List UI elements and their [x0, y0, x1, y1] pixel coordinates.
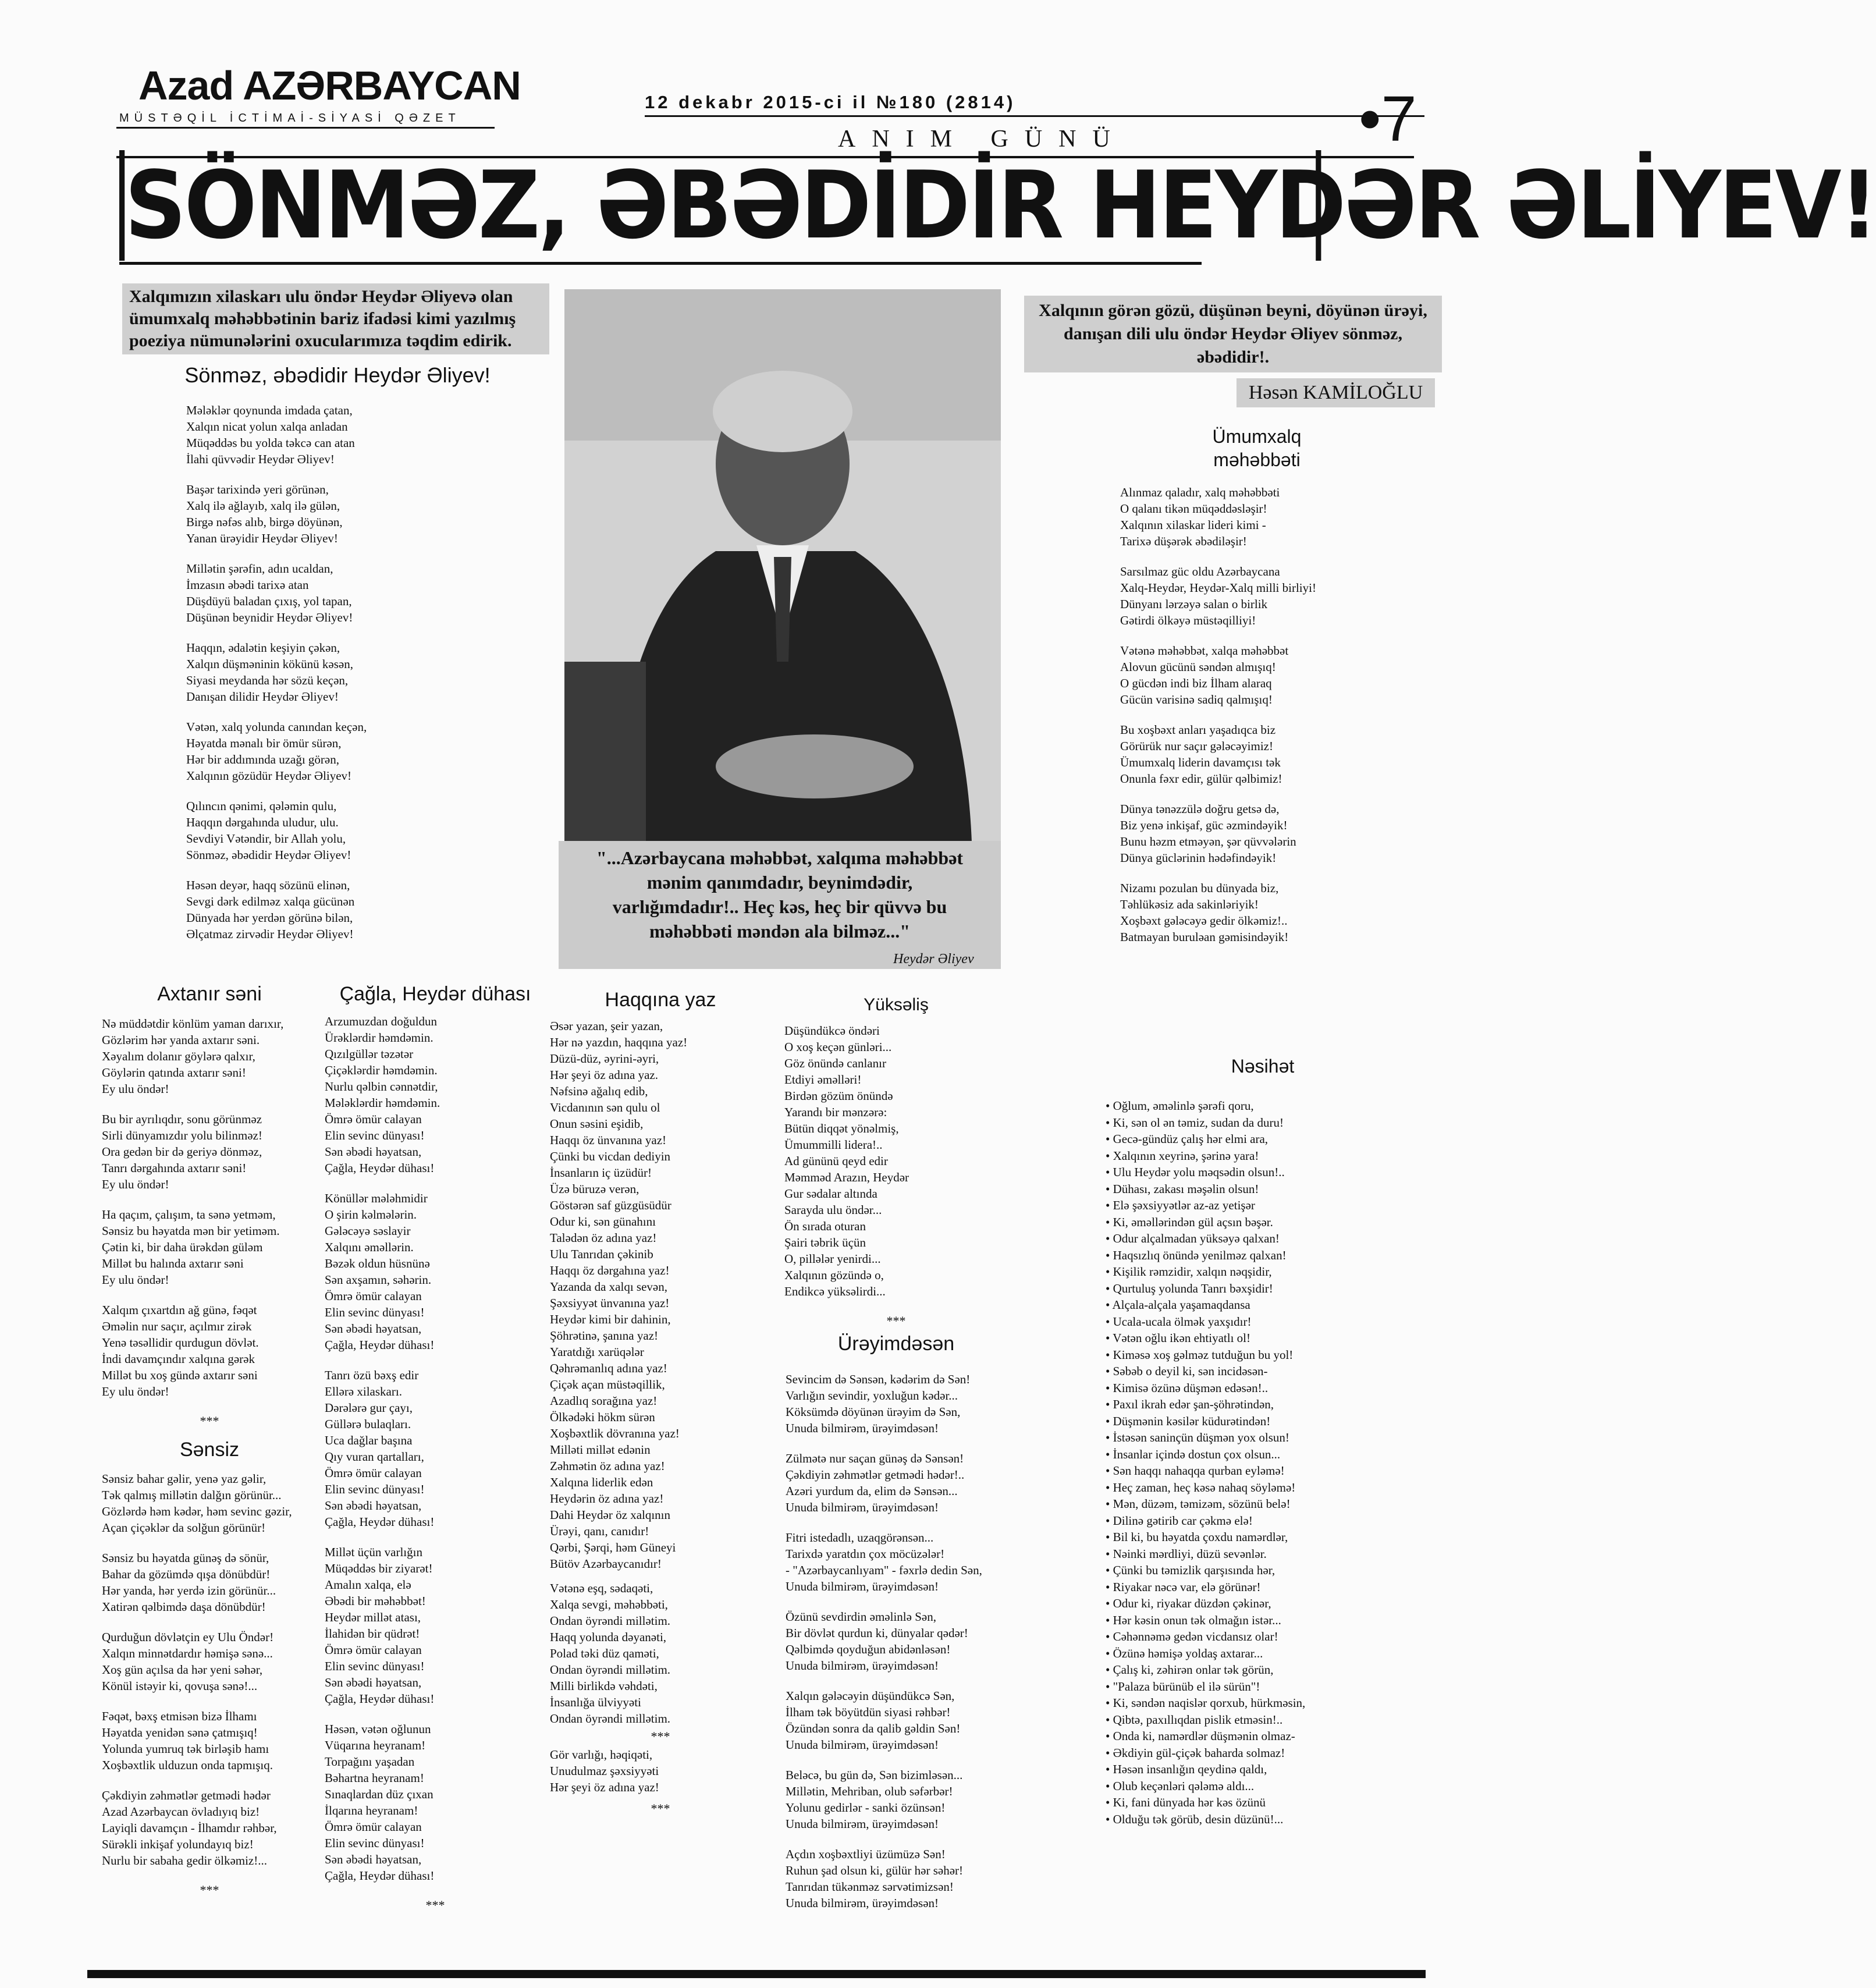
- poem-line: • Haqsızlıq önündə yenilməz qalxan!: [1106, 1248, 1287, 1262]
- stanza: Bu xoşbəxt anları yaşadıqca biz Görürük nur saçır gələcəyimiz! Ümumxalq liderin davamçısı tək Onunla fəxr edir, gülür qəlbimiz!: [1120, 723, 1282, 786]
- stanza: Sənsiz bu həyatda günəş də sönür, Bahar da gözümdə qışa dönübdür! Hər yanda, hər yerdə izin görünür... Xatirən qəlbimdə daşa dönübdür!: [102, 1550, 276, 1614]
- poem-line: • Kiməsə xoş gəlməz tutduğun bu yol!: [1106, 1347, 1294, 1362]
- poem-umumxalq: [1106, 425, 1408, 959]
- poem-line: • Oğlum, əməlinlə şərəfi qoru,: [1106, 1099, 1254, 1113]
- poem-line: • Elə şəxsiyyətlər az-az yetişər: [1106, 1198, 1255, 1213]
- stanza: Özünü sevdirdin əməlinlə Sən, Bir dövlət qurdun ki, dünyalar qədər! Qəlbimdə qoyduğun abidənləsən! Unuda bilmirəm, ürəyimdəsən!: [786, 1610, 968, 1673]
- separator-stars: ***: [425, 1898, 445, 1913]
- poem-line: • Vətən oğlu ikən ehtiyatlı ol!: [1106, 1331, 1250, 1346]
- poem-line: • İstəsən saninçün düşmən yox olsun!: [1106, 1430, 1289, 1445]
- issue-rule: [645, 115, 1424, 117]
- stanza: Düşündükcə öndəri O xoş keçən günləri... Göz önündə canlanır Etdiyi əməlləri! Birdən gözüm önündə Yarandı bir mənzərə: Bütün diqqət yönəlmiş, Ümummilli lidera!.. Ad gününü qeyd edir Məmməd Arazın, Heydər Gur sədalar altında Sarayda ulu öndər... Ön sırada oturan Şairi təbrik üçün O, pillələr yenirdi... Xalqının gözündə o, Endikcə yüksəlirdi...: [784, 1024, 909, 1298]
- stanza: Çəkdiyin zəhmətlər getmədi hədər Azad Azərbaycan övladıyıq biz! Layiqli davamçın - İlhamdır rəhbər, Sürəkli inkişaf yolundayıq biz! Nurlu bir sabaha gedir ölkəmiz!...: [102, 1788, 277, 1868]
- poem-yukselis-title: Yüksəliş: [864, 995, 929, 1014]
- poem-line: • Çünki bu təmizlik qarşısında hər,: [1106, 1563, 1275, 1578]
- stanza: Zülmətə nur saçan günəş də Sənsən! Çəkdiyin zəhmətlər getmədi hədər!.. Azəri yurdum da, elim də Sənsən... Unuda bilmirəm, ürəyimdəsən!: [786, 1451, 965, 1515]
- section-label: ANIM GÜNÜ: [838, 126, 1127, 152]
- stanza: Mələklər qoynunda imdada çatan, Xalqın nicat yolun xalqa anladan Müqəddəs bu yolda təkcə can atan İlahi qüvvədir Heydər Əliyev!: [186, 403, 355, 466]
- stanza: Arzumuzdan doğuldun Ürəklərdir həmdəmin. Qızılgüllər təzətər Çiçəklərdir həmdəmin. Nurlu qəlbin cənnətdir, Mələklərdir həmdəmin. Ömrə ömür calayan Elin sevinc dünyası! Sən əbədi həyatsan, Çağla, Heydər dühası!: [325, 1014, 440, 1176]
- stanza: Əsər yazan, şeir yazan, Hər nə yazdın, haqqına yaz! Düzü-düz, əyrini-əyri, Hər şeyi öz adına yaz. Nəfsinə ağalıq edib, Vicdanının sən qulu ol Onun səsini eşidib, Haqqı öz ünvanına yaz! Çünki bu vicdan dediyin İnsanların iç üzüdür! Üzə büruzə verən, Göstərən saf güzgüsüdür Odur ki, sən günahını Talədən öz adına yaz! Ulu Tanrıdan çəkinib Haqqı öz dərgahına yaz! Yazanda da xalqı sevən, Şəxsiyyət ünvanına yaz! Heydər kimi bir dahinin, Şöhrətinə, şanına yaz! Yaratdığı xarüqələr Qəhrəmanlıq adına yaz! Çiçək açan müstəqillik, Azadlıq sorağına yaz! Ölkədəki hökm sürən Xoşbəxtlik dövranına yaz! Milləti millət edənin Zəhmətin öz adına yaz! Xalqına liderlik edən Heydərin öz adına yaz! Dahi Heydər öz xalqının Ürəyi, qanı, canıdır! Qərbi, Şərqi, həm Güneyi Bütöv Azərbaycanıdır!: [550, 1019, 688, 1571]
- stanza: Xalqım çıxartdın ağ günə, fəqət Əməlin nur saçır, açılmır zirək Yenə təsəllidir qurdugun dövlət. İndi davamçındır xalqına gərək Millət bu xoş gündə axtarır səni Ey ulu öndər!: [102, 1303, 259, 1399]
- stanza: Millət üçün varlığın Müqəddəs bir ziyarət! Amalın xalqa, elə Əbədi bir məhəbbət! Heydər millət atası, İlahidən bir qüdrət! Ömrə ömür calayan Elin sevinc dünyası! Sən əbədi həyatsan, Çağla, Heydər dühası!: [325, 1545, 435, 1706]
- poem-line: • Heç zaman, heç kəsə nahaq söyləmə!: [1106, 1480, 1296, 1494]
- right-author: Həsən KAMİLOĞLU: [1237, 378, 1435, 407]
- stanza: Vətənə məhəbbət, xalqa məhəbbət Alovun gücünü səndən almışıq! O gücdən indi biz İlham alaraq Gücün varisinə sadiq qalmışıq!: [1120, 644, 1289, 707]
- column-1: [102, 984, 317, 1908]
- stanza: Açdın xoşbəxtliyi üzümüzə Sən! Ruhun şad olsun ki, gülür hər səhər! Tanrıdan tükənməz sərvətimizsən! Unuda bilmirəm, ürəyimdəsən!: [786, 1847, 964, 1911]
- intro-text: Xalqımızın xilaskarı ulu öndər Heydər Əliyevə olan ümumxalq məhəbbətinin bariz ifadəsi kimi yazılmış poeziya nümunələrini oxucularımıza təqdim edirik.: [122, 283, 549, 354]
- poem-line: • Ki, əməllərindən gül açsın bəşər.: [1106, 1215, 1273, 1229]
- headline: SÖNMƏZ, ƏBƏDİDİR HEYDƏR ƏLİYEV!: [119, 150, 1321, 261]
- poem-line: • Onda ki, namərdlər düşmənin olmaz-: [1106, 1729, 1295, 1744]
- poem-cagla-title: Çağla, Heydər dühası: [339, 983, 531, 1005]
- column-5: [1106, 1056, 1420, 1827]
- poem-line: • Səbəb o deyil ki, sən incidəsən-: [1106, 1364, 1268, 1379]
- nesihet-lines: [1106, 1098, 1420, 1827]
- poem-line: • Əkdiyin gül-çiçək baharda solmaz!: [1106, 1745, 1285, 1760]
- right-quote: Xalqının görən gözü, düşünən beyni, döyünən ürəyi, danışan dili ulu öndər Heydər Əliyev sönməz, əbədidir!.: [1024, 296, 1442, 372]
- stanza: Alınmaz qaladır, xalq məhəbbəti O qalanı tikən müqəddəsləşir! Xalqının xilaskar lideri kimi - Tarixə düşərək əbədiləşir!: [1120, 485, 1280, 548]
- poem-line: • Olduğu tək görüb, desin düzünü!...: [1106, 1812, 1284, 1826]
- poem-line: • Dühası, zakası məşəlin olsun!: [1106, 1181, 1259, 1196]
- poem-line: • Ki, səndən naqislər qorxub, hürkməsin,: [1106, 1696, 1306, 1710]
- masthead-rule: [116, 127, 495, 129]
- poem-ureyimdesen-title: Ürəyimdəsən: [837, 1333, 955, 1355]
- stanza: Könüllər mələhmidir O şirin kəlmələrin. Gələcəyə səslayir Xalqını əməllərin. Bəzək oldun hüsnünə Sən axşamın, səhərin. Ömrə ömür calayan Elin sevinc dünyası! Sən əbədi həyatsan, Çağla, Heydər dühası!: [325, 1191, 435, 1352]
- poem-line: • Cəhənnəmə gedən vicdansız olar!: [1106, 1630, 1278, 1644]
- poem-line: • Alçala-alçala yaşamaqdansa: [1106, 1298, 1250, 1312]
- poem-line: • Nəinki mərdliyi, düzü sevənlər.: [1106, 1546, 1267, 1561]
- poem-line: • Özünə həmişə yoldaş axtarar...: [1106, 1646, 1263, 1660]
- poem-line: • Paxıl ikrah edər şan-şöhrətindən,: [1106, 1397, 1274, 1412]
- poem-line: • Olub keçənləri qələmə aldı...: [1106, 1778, 1255, 1793]
- stanza: Sarsılmaz güc oldu Azərbaycana Xalq-Heydər, Heydər-Xalq milli birliyi! Dünyanı lərzəyə salan o birlik Gətirdi ölkəyə müstəqilliyi!: [1120, 565, 1316, 627]
- poem-haqqina-title: Haqqına yaz: [605, 989, 716, 1011]
- stanza: Millətin şərəfin, adın ucaldan, İmzasın əbədi tarixə atan Düşdüyü baladan çıxış, yol tapan, Düşünən beynidir Heydər Əliyev!: [186, 561, 353, 624]
- poem-line: • Xalqının xeyrinə, şərinə yara!: [1106, 1148, 1259, 1163]
- poem-line: • Riyakar nəcə var, elə görünər!: [1106, 1579, 1261, 1594]
- poem-line: • Kimisə özünə düşmən edəsən!..: [1106, 1380, 1269, 1395]
- stanza: Qurduğun dövlətçin ey Ulu Öndər! Xalqın minnətdardır həmişə sənə... Xoş gün açılsa da hər yeni səhər, Könül istəyir ki, qovuşa sənə!...: [102, 1630, 274, 1693]
- stanza: Fəqət, bəxş etmisən bizə İlhamı Həyatda yenidən sənə çatmışıq! Yolunda yumruq tək birləşib hamı Xoşbəxtlik ulduzun onda tapmışıq.: [102, 1709, 273, 1772]
- poem-main: [145, 364, 530, 956]
- poem-line: • Bil ki, bu həyatda çoxdu namərdlər,: [1106, 1530, 1288, 1545]
- poem-line: • Qurtuluş yolunda Tanrı bəxşidir!: [1106, 1281, 1273, 1295]
- poem-line: • Düşmənin kəsilər küdurətindən!: [1106, 1414, 1271, 1428]
- stanza: Başər tarixində yeri görünən, Xalq ilə ağlayıb, xalq ilə gülən, Birgə nəfəs alıb, birgə döyünən, Yanan ürəyidir Heydər Əliyev!: [186, 482, 343, 545]
- poem-axtanir-title: Axtanır səni: [157, 983, 262, 1005]
- stanza: Nizamı pozulan bu dünyada biz, Təhlükəsiz ada sakinləriyik! Xoşbəxt gələcəyə gedir ölkəmiz!.. Batmayan buruləan gəmisindəyik!: [1120, 881, 1289, 944]
- stanza: Gör varlığı, həqiqəti, Unudulmaz şəxsiyyəti Hər şeyi öz adına yaz!: [550, 1748, 659, 1795]
- poem-line: • Gecə-gündüz çalış hər elmi ara,: [1106, 1132, 1269, 1146]
- poem-line: • İnsanlar içində dostun çox olsun...: [1106, 1447, 1281, 1461]
- column-4: [780, 995, 1012, 1925]
- stanza: Xalqın gələcəyin düşündükcə Sən, İlham tək böyütdün siyasi rəhbər! Özündən sonra da qalib gəldin Sən! Unuda bilmirəm, ürəyimdəsən!: [786, 1689, 961, 1752]
- poem-main-title: Sönməz, əbədidir Heydər Əliyev!: [184, 363, 491, 387]
- stanza: Vətənə eşq, sədaqəti, Xalqa sevgi, məhəbbəti, Ondan öyrəndi millətim. Haqq yolunda dəyanəti, Polad təki düz qaməti, Ondan öyrəndi millətim. Milli birlikdə vəhdəti, İnsanlığa ülviyyəti Ondan öyrəndi millətim.: [550, 1581, 671, 1726]
- poem-line: • Odur alçalmadan yüksəyə qalxan!: [1106, 1231, 1280, 1246]
- stanza: Həsən, vətən oğlunun Vüqarına heyranam! Torpağını yaşadan Bəhartna heyranam! Sınaqlardan düz çıxan İlqarına heyranam! Ömrə ömür calayan Elin sevinc dünyası! Sən əbədi həyatsan, Çağla, Heydər dühası!: [325, 1722, 435, 1883]
- stanza: Sevincim də Sənsən, kədərim də Sən! Varlığın sevindir, yoxluğun kədər... Köksümdə döyünən ürəyim də Sən, Unuda bilmirəm, ürəyimdəsən!: [786, 1372, 971, 1436]
- poem-line: • Həsən insanlığın qeydinə qaldı,: [1106, 1762, 1267, 1777]
- poem-line: • Dilinə gətirib car çəkmə elə!: [1106, 1513, 1253, 1528]
- stanza: Nə müddətdir könlüm yaman darıxır, Gözlərim hər yanda axtarır səni. Xəyalım dolanır göylərə qalxır, Göylərin qatında axtarır səni! Ey ulu öndər!: [102, 1017, 284, 1096]
- issue-date: 12 dekabr 2015-ci il №180 (2814): [645, 92, 1016, 112]
- separator-stars: ***: [200, 1882, 219, 1897]
- poem-line: • Mən, düzəm, təmizəm, sözünü belə!: [1106, 1497, 1291, 1511]
- separator-stars: ***: [651, 1729, 670, 1744]
- bottom-rule: [87, 1970, 1426, 1978]
- photo-quote-author: Heydər Əliyev: [893, 952, 974, 967]
- stanza: Fitri istedadlı, uzaqgörənsən... Tarixdə yaratdın çox möcüzələr! - "Azərbaycanlıyam" - fəxrlə dedin Sən, Unuda bilmirəm, ürəyimdəsən!: [786, 1531, 982, 1594]
- stanza: Beləcə, bu gün də, Sən bizimləsən... Millətin, Mehriban, olub səfərbər! Yolunu gedirlər - sanki özünsən! Unuda bilmirəm, ürəyimdəsən!: [786, 1768, 963, 1831]
- poem-line: • Kişilik rəmzidir, xalqın nəqşidir,: [1106, 1265, 1272, 1279]
- stanza: Bu bir ayrılıqdır, sonu görünməz Sirli dünyamızdır yolu bilinməz! Ora gedən bir də geriyə dönməz, Tanrı dərgahında axtarır səni! Ey ulu öndər!: [102, 1112, 262, 1192]
- poem-line: • Sən haqqı nahaqqa qurban eyləmə!: [1106, 1464, 1285, 1478]
- photo-quote: [559, 841, 1001, 969]
- stanza: Həsən deyər, haqq sözünü elinən, Sevgi dərk edilməz xalqa gücünən Dünyada hər yerdən görünə bilən, Əlçatmaz zirvədir Heydər Əliyev!: [186, 878, 355, 941]
- stanza: Ha qaçım, çalışım, ta sənə yetməm, Sənsiz bu həyatda mən bir yetiməm. Çətin ki, bir daha ürəkdən güləm Millət bu halında axtarır səni Ey ulu öndər!: [102, 1208, 280, 1287]
- column-3: [550, 989, 771, 1827]
- poem-line: • Ki, fani dünyada hər kəs özünü: [1106, 1795, 1266, 1810]
- page-number: •7: [1359, 83, 1417, 155]
- poem-line: • Ki, sən ol ən təmiz, sudan da duru!: [1106, 1115, 1284, 1130]
- poem-line: • Qibtə, paxıllıqdan pislik etməsin!..: [1106, 1712, 1283, 1727]
- poem-line: • Hər kəsin onun tək olmağın istər...: [1106, 1613, 1281, 1627]
- portrait-illustration: [564, 289, 1001, 842]
- stanza: Vətən, xalq yolunda canından keçən, Həyatda mənalı bir ömür sürən, Hər bir addımında uzağı görən, Xalqının gözüdür Heydər Əliyev!: [186, 719, 367, 783]
- separator-stars: ***: [886, 1314, 906, 1328]
- poem-line: • Odur ki, riyakar düzdən çəkinər,: [1106, 1596, 1271, 1611]
- separator-stars: ***: [651, 1801, 670, 1816]
- poem-line: • "Palaza bürünüb el ilə sürün"!: [1106, 1679, 1260, 1694]
- poem-line: • Çalış ki, zəhirən onlar tək görün,: [1106, 1663, 1274, 1677]
- poem-line: • Ucala-ucala ölmək yaxşıdır!: [1106, 1314, 1252, 1329]
- poem-sensiz-title: Sənsiz: [179, 1439, 240, 1461]
- stanza: Dünya tənəzzülə doğru getsə də, Biz yenə inkişaf, güc əzmindəyik! Bunu həzm etməyən, şər qüvvələrin Dünya güclərinin hədəfindəyik!: [1120, 802, 1296, 865]
- stanza: Sənsiz bahar gəlir, yenə yaz gəlir, Tək qalmış millətin dalğın görünür... Gözlərdə həm kədər, həm sevinc gəzir, Açan çiçəklər da solğun görünür!: [102, 1471, 292, 1535]
- separator-stars: ***: [200, 1414, 219, 1429]
- poem-line: • Ulu Heydər yolu məqsədin olsun!..: [1106, 1165, 1285, 1180]
- poem-nesihet-title: Nəsihət: [1231, 1056, 1295, 1077]
- portrait-photo: [564, 289, 1001, 842]
- newspaper-title: Azad AZƏRBAYCAN: [138, 63, 521, 108]
- poem-umumxalq-title: Ümumxalq məhəbbəti: [1212, 426, 1302, 470]
- newspaper-subtitle: MÜSTƏQİL İCTİMAİ-SİYASİ QƏZET: [119, 112, 461, 125]
- stanza: Haqqın, ədalətin keşiyin çəkən, Xalqın düşməninin kökünü kəsən, Siyasi meydanda hər sözü keçən, Danışan dilidir Heydər Əliyev!: [186, 640, 353, 704]
- column-2: [325, 984, 546, 1923]
- photo-quote-text: "...Azərbaycana məhəbbət, xalqıma məhəbbət mənim qanımdadır, beynimdədir, varlığımdadır!.. Heç kəs, heç bir qüvvə bu məhəbbəti məndən ala bilməz...": [596, 847, 964, 942]
- stanza: Qılıncın qənimi, qələmin qulu, Haqqın dərgahında uludur, ulu. Sevdiyi Vətəndir, bir Allah yolu, Sönməz, əbədidir Heydər Əliyev!: [186, 798, 351, 862]
- headline-rule: [119, 262, 1202, 265]
- stanza: Tanrı özü bəxş edir Ellərə xilaskarı. Dərələrə gur çayı, Güllərə bulaqları. Uca dağlar başına Qıy vuran qartalları, Ömrə ömür calayan Elin sevinc dünyası! Sən əbədi həyatsan, Çağla, Heydər dühası!: [325, 1368, 435, 1529]
